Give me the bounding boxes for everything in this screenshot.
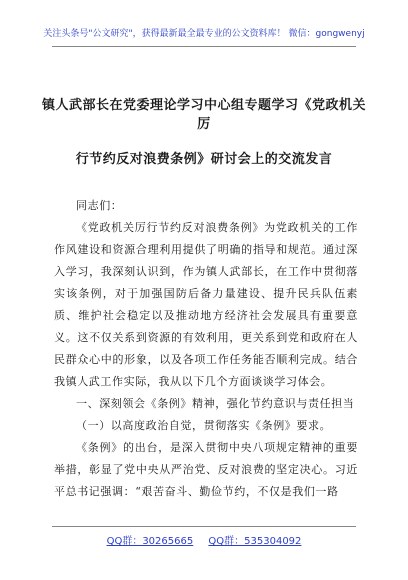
paragraph-2: 《条例》的出台，是深入贯彻中央八项规定精神的重要举措，彰显了党中央从严治党、反对浪费的坚定决心。习近平总书记强调：“艰苦奋斗、勤俭节约，不仅是我们一路	[54, 441, 358, 498]
header-banner: 关注头条号"公文研究"，获得最新最全最专业的公文资料库！ 微信：gongwenyj	[43, 29, 365, 39]
paragraph-1: 《党政机关厉行节约反对浪费条例》为党政机关的工作作风建设和资源合理利用提供了明确的指导和规范。通过深入学习，我深刻认识到，作为镇人武部长，在工作中贯彻落实该条例，对于加强国防后备力量建设、提升民兵队伍素质、维护社会稳定以及推动地方经济社会发展具有重要意义。这不仅关系到资源的有效利用，更关系到党和政府在人民群众心中的形象，以及各项工作任务能否顺利完成。结合我镇人武工作实际，我从以下几个方面谈谈学习体会。	[54, 221, 358, 388]
footer-qq-group-2[interactable]: QQ群：535304092	[208, 536, 302, 547]
subsection-heading-1: （一）以高度政治自觉，贯彻落实《条例》要求。	[76, 419, 332, 432]
salutation: 同志们：	[76, 199, 123, 212]
footer-qq-group-1[interactable]: QQ群：30265665	[106, 536, 194, 547]
footer-divider	[52, 526, 356, 527]
document-title-line-2: 行节约反对浪费条例》研讨会上的交流发言	[75, 152, 333, 167]
footer	[0, 532, 408, 547]
document-body	[54, 195, 358, 503]
document-title-line-1: 镇人武部长在党委理论学习中心组专题学习《党政机关厉	[41, 98, 366, 132]
header-divider	[52, 46, 356, 47]
section-heading-1: 一、深刻领会《条例》精神，强化节约意识与责任担当	[76, 397, 355, 410]
